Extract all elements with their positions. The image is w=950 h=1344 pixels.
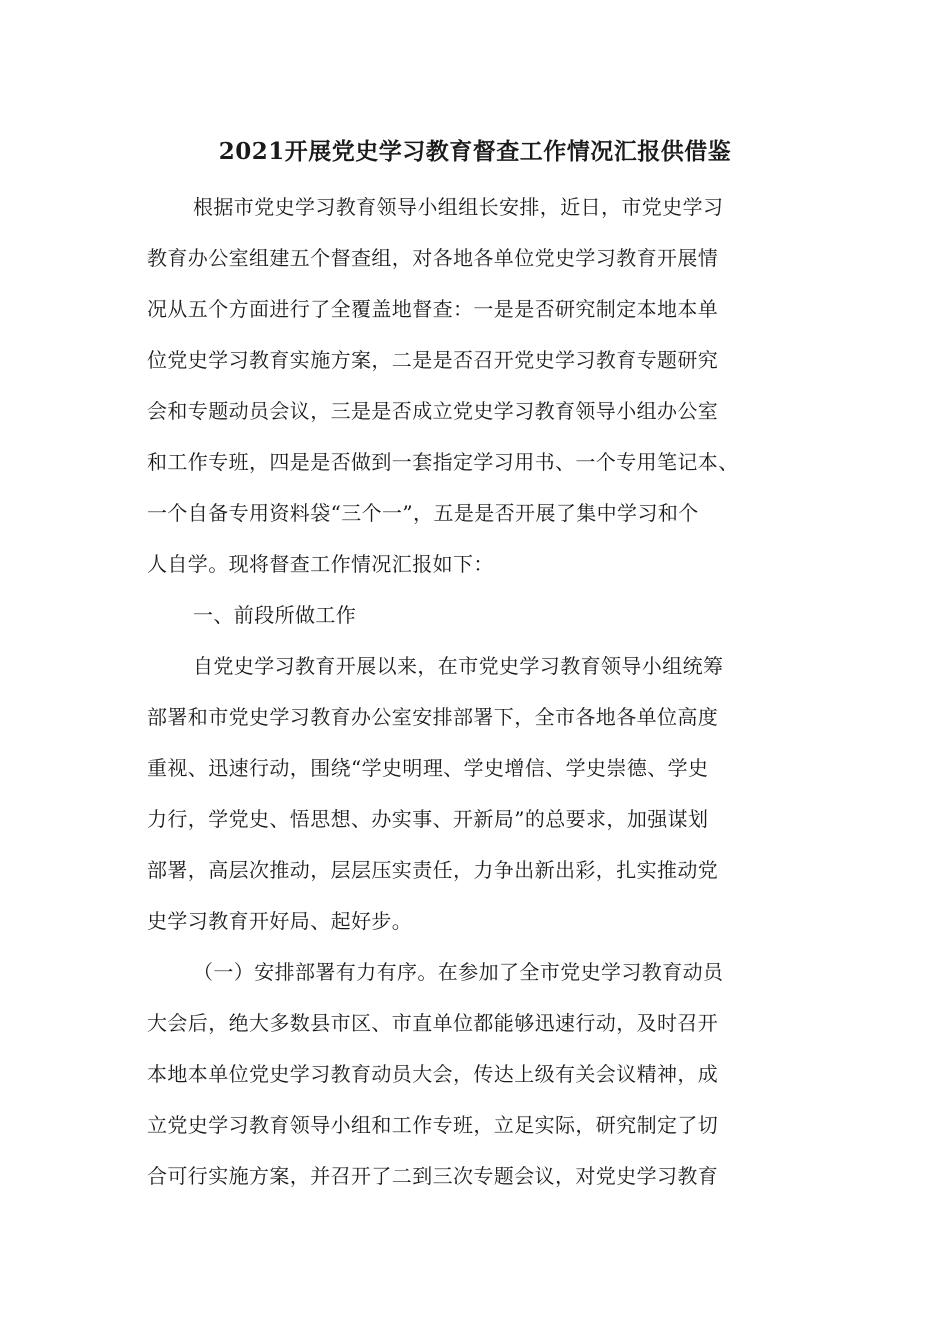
paragraph-line: 自党史学习教育开展以来，在市党史学习教育领导小组统筹: [193, 654, 724, 678]
paragraph-line: 立党史学习教育领导小组和工作专班，立足实际，研究制定了切: [147, 1113, 719, 1137]
paragraph-line: 教育办公室组建五个督查组，对各地各单位党史学习教育开展情: [147, 246, 719, 270]
paragraph-line: 一个自备专用资料袋“三个一”，五是是否开展了集中学习和个: [147, 501, 699, 525]
paragraph-line: （一）安排部署有力有序。在参加了全市党史学习教育动员: [193, 960, 724, 984]
paragraph-line: 部署和市党史学习教育办公室安排部署下，全市各地各单位高度: [147, 705, 719, 729]
paragraph-line: 位党史学习教育实施方案，二是是否召开党史学习教育专题研究: [147, 348, 719, 372]
paragraph-line: 人自学。现将督查工作情况汇报如下：: [147, 552, 494, 576]
section-heading: 一、前段所做工作: [193, 603, 357, 627]
paragraph-line: 大会后，绝大多数县市区、市直单位都能够迅速行动，及时召开: [147, 1011, 719, 1035]
paragraph-line: 部署，高层次推动，层层压实责任，力争出新出彩，扎实推动党: [147, 858, 719, 882]
paragraph-line: 本地本单位党史学习教育动员大会，传达上级有关会议精神，成: [147, 1062, 719, 1086]
paragraph-line: 力行，学党史、悟思想、办实事、开新局”的总要求，加强谋划: [147, 807, 709, 831]
paragraph-line: 史学习教育开好局、起好步。: [147, 909, 413, 933]
paragraph-line: 况从五个方面进行了全覆盖地督查：一是是否研究制定本地本单: [147, 297, 719, 321]
document-title: 2021开展党史学习教育督查工作情况汇报供借鉴: [218, 138, 732, 165]
paragraph-line: 根据市党史学习教育领导小组组长安排，近日，市党史学习: [193, 195, 724, 219]
paragraph-line: 和工作专班，四是是否做到一套指定学习用书、一个专用笔记本、: [147, 450, 739, 474]
paragraph-line: 会和专题动员会议，三是是否成立党史学习教育领导小组办公室: [147, 399, 719, 423]
paragraph-line: 合可行实施方案，并召开了二到三次专题会议，对党史学习教育: [147, 1164, 719, 1188]
paragraph-line: 重视、迅速行动，围绕“学史明理、学史增信、学史崇德、学史: [147, 756, 709, 780]
